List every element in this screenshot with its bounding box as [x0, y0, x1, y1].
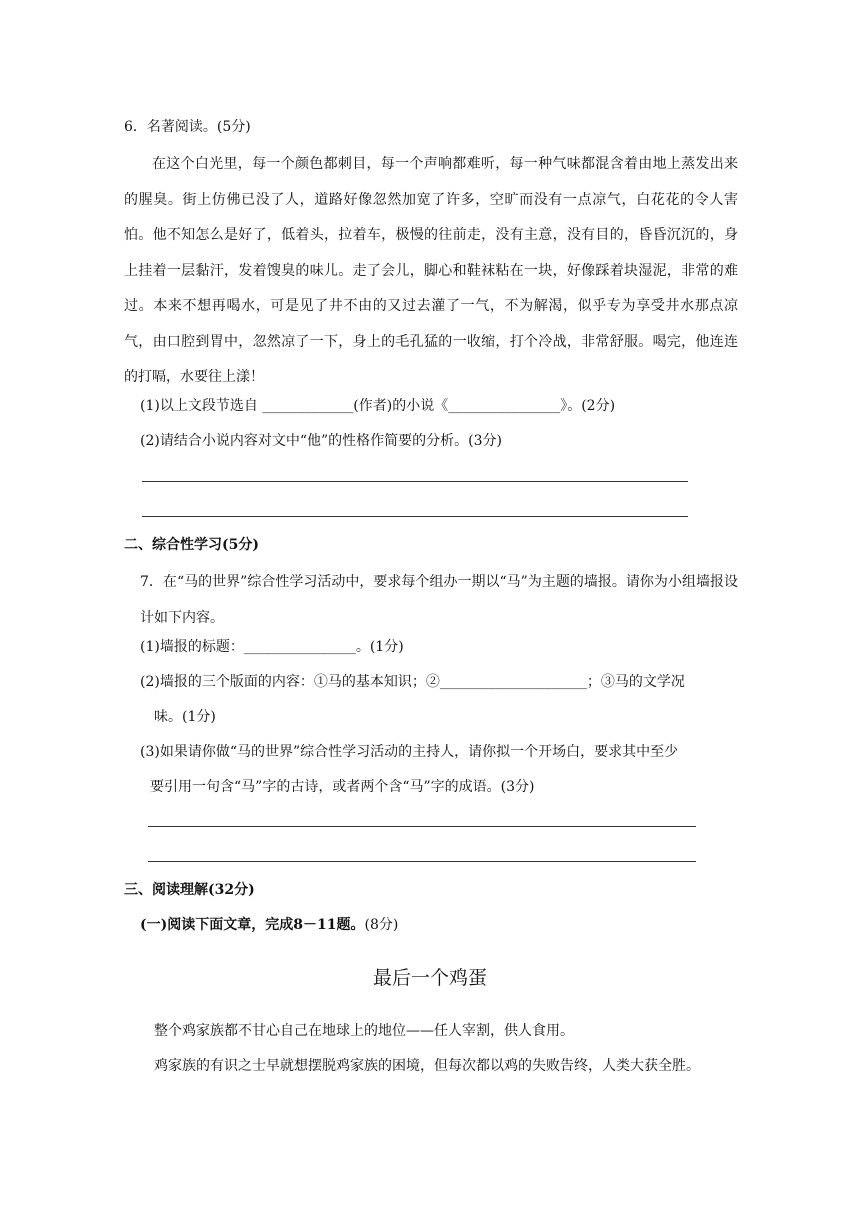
instruction-score: (8分) — [364, 917, 399, 933]
instruction-bold-text: (一)阅读下面文章，完成8－11题。 — [140, 917, 365, 933]
section-2-heading: 二、综合性学习(5分) — [124, 537, 259, 553]
question-7-sub1: (1)墙报的标题：________________。(1分) — [140, 639, 404, 655]
reading-part-1-instruction — [140, 915, 398, 935]
answer-line[interactable] — [142, 516, 688, 517]
question-6-sub2: (2)请结合小说内容对文中“他”的性格作简要的分析。(3分) — [140, 433, 502, 449]
question-7-sub2: (2)墙报的三个版面的内容：①马的基本知识；②_____________________；③马的文学况 — [140, 674, 685, 690]
question-7-sub3-cont: 要引用一句含“马”字的古诗，或者两个含“马”字的成语。(3分) — [150, 779, 535, 795]
question-6-heading: 6．名著阅读。(5分) — [124, 119, 251, 135]
question-7-sub3: (3)如果请你做“马的世界”综合性学习活动的主持人，请你拟一个开场白，要求其中至少 — [140, 744, 679, 760]
answer-line[interactable] — [142, 481, 688, 482]
question-7-intro: 7．在“马的世界”综合性学习活动中，要求每个组办一期以“马”为主题的墙报。请你为小组墙报设计如下内容。 — [140, 574, 738, 626]
answer-line[interactable] — [148, 826, 696, 827]
question-7-sub2-cont: 味。(1分) — [154, 709, 216, 725]
section-3-heading: 三、阅读理解(32分) — [124, 882, 255, 898]
story-paragraph-2: 鸡家族的有识之士早就想摆脱鸡家族的困境，但每次都以鸡的失败告终，人类大获全胜。 — [154, 1058, 700, 1074]
story-title: 最后一个鸡蛋 — [372, 967, 487, 989]
reading-passage: 在这个白光里，每一个颜色都刺目，每一个声响都难听，每一种气味都混含着由地上蒸发出来的腥臭。街上仿佛已没了人，道路好像忽然加宽了许多，空旷而没有一点凉气，白花花的令人害怕。他不知怎么是好了，低着头，拉着车，极慢的往前走，没有主意，没有目的，昏昏沉沉的，身上挂着一层黏汗，发着馊臭的味儿。走了会儿，脚心和鞋袜粘在一块，好像踩着块湿泥，非常的难过。本来不想再喝水，可是见了井不由的又过去灌了一气，不为解渴，似乎专为享受井水那点凉气，由口腔到胃中，忽然凉了一下，身上的毛孔猛的一收缩，打个冷战，非常舒服。喝完，他连连的打嗝，水要往上漾！ — [124, 156, 738, 385]
answer-line[interactable] — [148, 861, 696, 862]
question-6-sub1: (1)以上文段节选自 _____________(作者)的小说《________________》。(2分) — [140, 398, 616, 414]
story-paragraph-1: 整个鸡家族都不甘心自己在地球上的地位——任人宰割，供人食用。 — [154, 1023, 574, 1039]
